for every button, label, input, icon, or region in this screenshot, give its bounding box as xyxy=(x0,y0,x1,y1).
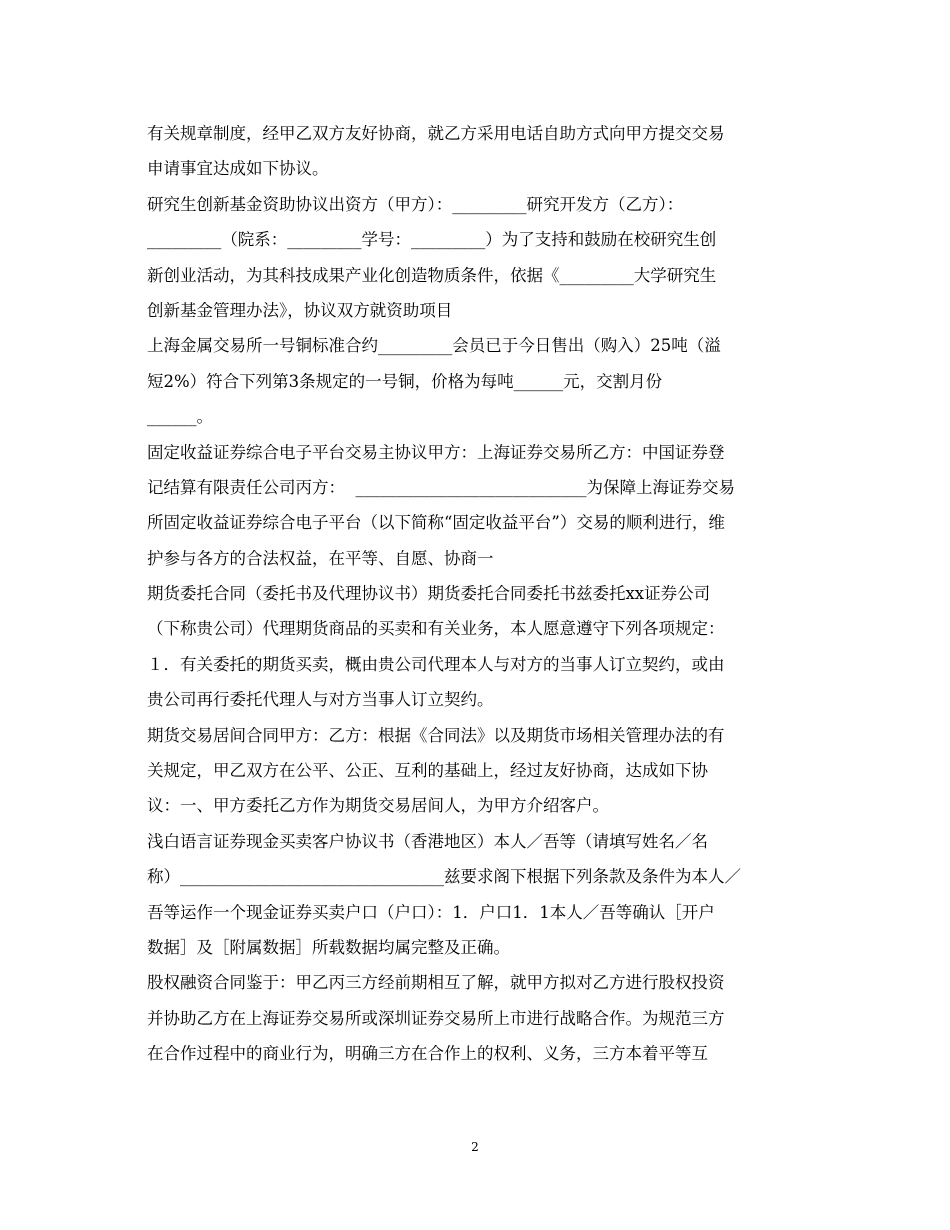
paragraph-equity-financing xyxy=(147,965,813,1071)
text-line: （下称贵公司）代理期货商品的买卖和有关业务，本人愿意遵守下列各项规定： xyxy=(147,619,725,639)
text-line: 吾等运作一个现金证券买卖户口（户口）：1．户口1．1本人／吾等确认［开户 xyxy=(147,902,715,922)
document-body xyxy=(147,116,813,1072)
text-line: 有关规章制度，经甲乙双方友好协商，就乙方采用电话自助方式向甲方提交交易 xyxy=(147,124,725,143)
text-line: 贵公司再行委托代理人与对方当事人订立契约。 xyxy=(147,690,494,710)
text-line: 关规定，甲乙双方在公平、公正、互利的基础上，经过友好协商，达成如下协 xyxy=(147,761,708,781)
text-line: 期货委托合同（委托书及代理协议书）期货委托合同委托书兹委托xx证券公司 xyxy=(147,584,711,604)
text-line: 申请事宜达成如下协议。 xyxy=(147,159,329,179)
text-line: 股权融资合同鉴于：甲乙丙三方经前期相互了解，就甲方拟对乙方进行股权投资 xyxy=(147,973,725,993)
text-line: 护参与各方的合法权益，在平等、自愿、协商一 xyxy=(147,548,494,568)
text-line: １．有关委托的期货买卖，概由贵公司代理本人与对方的当事人订立契约，或由 xyxy=(147,654,725,674)
text-line: 短2%）符合下列第3条规定的一号铜，价格为每吨______元，交割月份 xyxy=(147,371,663,391)
text-line: 上海金属交易所一号铜标准合约_________会员已于今日售出（购入）25吨（溢 xyxy=(147,336,721,356)
text-line: ______。 xyxy=(147,407,213,427)
text-line: 研究生创新基金资助协议出资方（甲方）：_________研究开发方（乙方）： xyxy=(147,194,684,214)
text-line: 期货交易居间合同甲方：乙方：根据《合同法》以及期货市场相关管理办法的有 xyxy=(147,725,725,745)
text-line: 并协助乙方在上海证券交易所或深圳证券交易所上市进行战略合作。为规范三方 xyxy=(147,1008,725,1028)
text-line: 浅白语言证券现金买卖客户协议书（香港地区）本人／吾等（请填写姓名／名 xyxy=(147,831,708,851)
text-line: 数据］及［附属数据］所载数据均属完整及正确。 xyxy=(147,937,510,957)
text-line: _________（院系：_________学号：_________）为了支持和鼓励在校研究生创 xyxy=(147,230,717,250)
paragraph-fixed-income-platform xyxy=(147,435,813,577)
text-line: 创新基金管理办法》，协议双方就资助项目 xyxy=(147,300,453,320)
page-number: 2 xyxy=(471,1140,479,1154)
paragraph-phone-trading-agreement xyxy=(147,116,813,187)
paragraph-futures-brokerage xyxy=(147,718,813,824)
text-line: 记结算有限责任公司丙方： ____________________________为保障上海证券交易 xyxy=(147,477,735,497)
text-line: 议：一、甲方委托乙方作为期货交易居间人，为甲方介绍客户。 xyxy=(147,796,609,816)
text-line: 所固定收益证券综合电子平台（以下简称“固定收益平台”）交易的顺利进行，维 xyxy=(147,513,725,533)
text-line: 称）________________________________兹要求阁下根据下列条款及条件为本人／ xyxy=(147,867,741,887)
paragraph-futures-commission xyxy=(147,576,813,718)
paragraph-graduate-innovation-fund xyxy=(147,187,813,329)
text-line: 固定收益证券综合电子平台交易主协议甲方：上海证券交易所乙方：中国证券登 xyxy=(147,442,725,462)
text-line: 在合作过程中的商业行为，明确三方在合作上的权利、义务，三方本着平等互 xyxy=(147,1044,708,1064)
text-line: 新创业活动，为其科技成果产业化创造物质条件，依据《_________大学研究生 xyxy=(147,265,717,285)
paragraph-hk-securities-cash xyxy=(147,824,813,966)
paragraph-copper-contract xyxy=(147,328,813,434)
